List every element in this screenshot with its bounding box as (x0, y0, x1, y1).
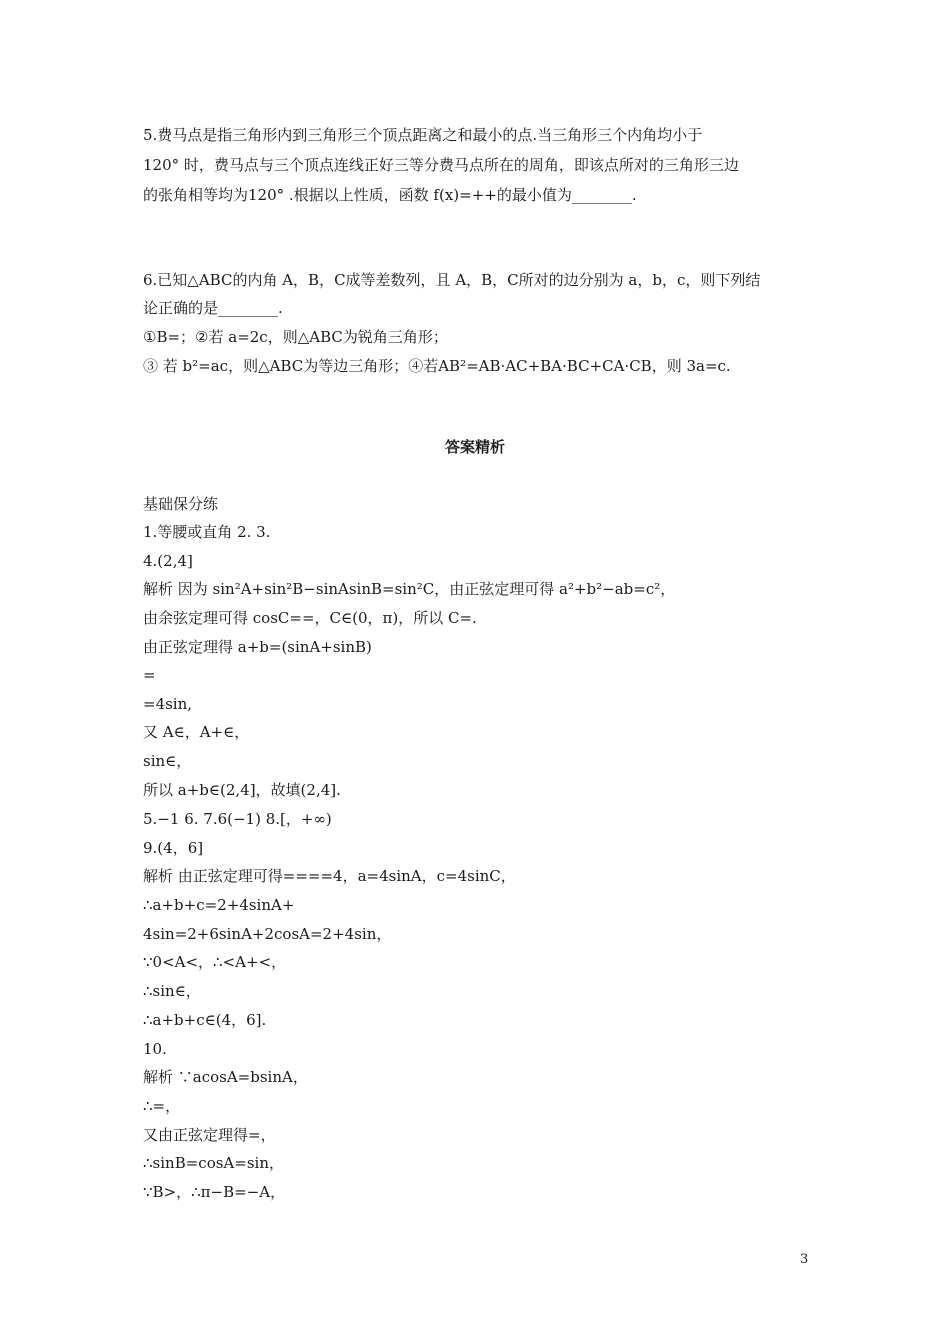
answer-line: ∴=， (143, 1097, 181, 1115)
answer-line: ∴a+b+c∈(4，6]. (143, 1011, 267, 1029)
answer-line: 4.(2,4] (143, 552, 193, 570)
answer-line: ∵B>，∴π−B=−A， (143, 1183, 286, 1201)
page-number: 3 (800, 1252, 809, 1267)
answer-line: ∴sin∈， (143, 982, 201, 1000)
answer-line: ∵0<A<，∴<A+<， (143, 953, 287, 971)
answer-line: sin∈， (143, 752, 192, 770)
answer-line: 5.−1 6. 7.6(−1) 8.[，+∞) (143, 810, 332, 828)
answer-title: 答案精析 (444, 438, 505, 456)
answer-line: 10. (143, 1040, 167, 1058)
problem-6-line-1: 6.已知△ABC的内角 A，B，C成等差数列，且 A，B，C所对的边分别为 a，b，c，则下列结 (143, 271, 761, 289)
problem-5-line-1: 5.费马点是指三角形内到三角形三个顶点距离之和最小的点.当三角形三个内角均小于 (143, 126, 703, 144)
problem-6-line-4: ③ 若 b²=ac，则△ABC为等边三角形；④若AB²=AB·AC+BA·BC+CA·CB，则 3a=c. (143, 357, 731, 375)
answer-line: 解析 由正弦定理可得====4，a=4sinA，c=4sinC， (143, 867, 516, 885)
answer-line: 又由正弦定理得=， (143, 1126, 276, 1144)
answer-line: = (143, 666, 156, 684)
answer-line: 所以 a+b∈(2,4]，故填(2,4]. (143, 781, 341, 799)
answer-line: 4sin=2+6sinA+2cosA=2+4sin， (143, 925, 392, 943)
answer-line: 解析 因为 sin²A+sin²B−sinAsinB=sin²C，由正弦定理可得 a²+b²−ab=c²， (143, 580, 676, 598)
answer-line: 基础保分练 (143, 495, 219, 513)
problem-6-line-3: ①B=；②若 a=2c，则△ABC为锐角三角形； (143, 328, 448, 346)
answer-line: 9.(4，6] (143, 839, 204, 857)
problem-5-line-3: 的张角相等均为120° .根据以上性质，函数 f(x)=++的最小值为________. (143, 186, 637, 204)
answer-line: 1.等腰或直角 2. 3. (143, 523, 271, 541)
answer-line: ∴sinB=cosA=sin， (143, 1154, 284, 1172)
answer-line: 由正弦定理得 a+b=(sinA+sinB) (143, 638, 372, 656)
problem-5-line-2: 120° 时，费马点与三个顶点连线正好三等分费马点所在的周角，即该点所对的三角形三边 (143, 156, 739, 174)
answer-line: 解析 ∵acosA=bsinA， (143, 1068, 308, 1086)
answer-line: 由余弦定理可得 cosC==，C∈(0，π)，所以 C=. (143, 609, 477, 627)
answer-line: ∴a+b+c=2+4sinA+ (143, 896, 295, 914)
problem-6-line-2: 论正确的是________. (143, 299, 283, 317)
answer-line: =4sin, (143, 695, 193, 713)
answer-line: 又 A∈，A+∈， (143, 723, 250, 741)
